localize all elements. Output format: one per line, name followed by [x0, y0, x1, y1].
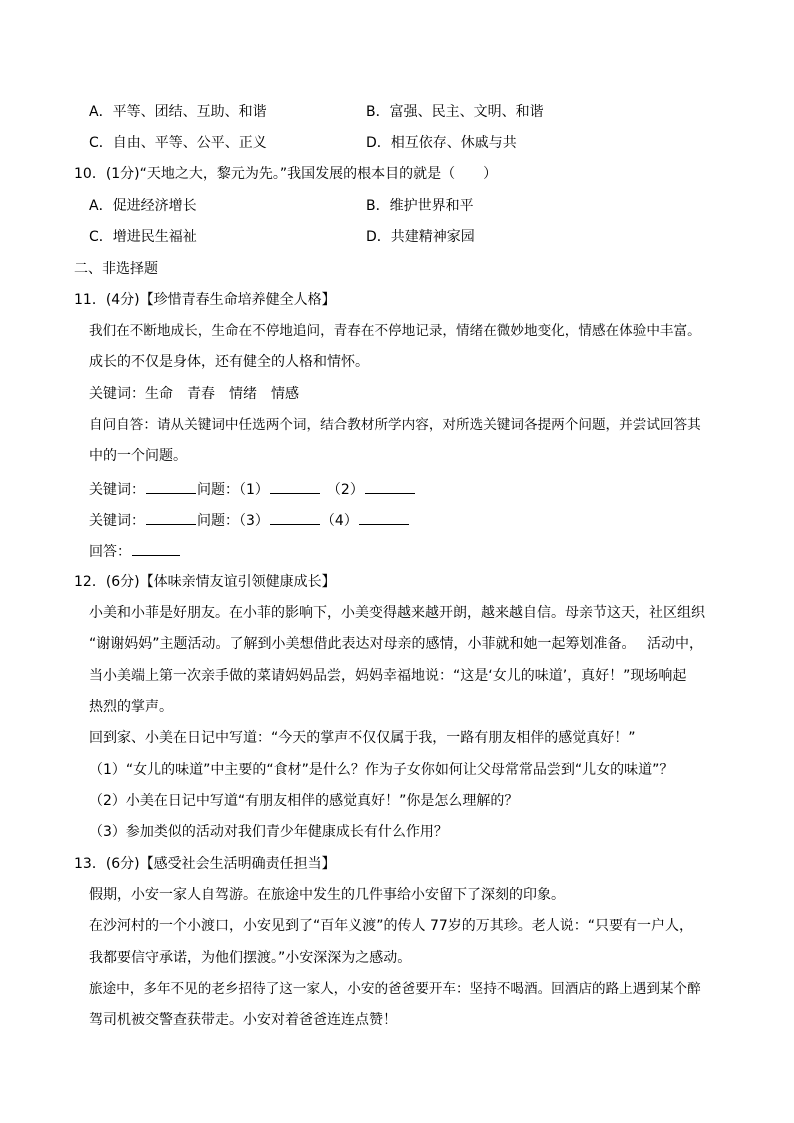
- q12-stem: 12．(6分)【体味亲情友谊引领健康成长】: [74, 574, 336, 590]
- q12-passage-line-2: “谢谢妈妈”主题活动。了解到小美想借此表达对母亲的感情，小菲就和她一起筹划准备。 活动中，: [89, 636, 703, 652]
- q9-option-c[interactable]: C．自由、平等、公平、正义: [89, 135, 267, 151]
- q11-task-line-1: 自问自答：请从关键词中任选两个词，结合教材所学内容，对所选关键词各提两个问题，并尝试回答其: [89, 417, 701, 433]
- number-4: （4）: [320, 513, 358, 529]
- question-blank-3[interactable]: [270, 510, 320, 525]
- number-1: （1）: [239, 482, 269, 498]
- q13-passage-line-4: 旅途中，多年不见的老乡招待了这一家人，小安的爸爸要开车：坚持不喝酒。回酒店的路上遇到某个醉: [89, 981, 701, 997]
- q12-passage-line-4: 热烈的掌声。: [89, 699, 173, 715]
- q10-option-c[interactable]: C．增进民生福祉: [89, 229, 197, 245]
- q12-passage-line-3: 当小美端上第一次亲手做的菜请妈妈品尝，妈妈幸福地说：“这是‘女儿的味道’，真好！”现场响起: [89, 668, 687, 684]
- q9-option-a[interactable]: A．平等、团结、互助、和谐: [89, 104, 267, 120]
- q10-option-b[interactable]: B．维护世界和平: [366, 198, 474, 214]
- q10-option-d[interactable]: D．共建精神家园: [366, 229, 475, 245]
- keyword-blank-1[interactable]: [146, 479, 196, 494]
- q12-passage-line-5: 回到家、小美在日记中写道：“今天的掌声不仅仅属于我，一路有朋友相伴的感觉真好！”: [89, 730, 636, 746]
- question-label: 问题：: [197, 513, 239, 529]
- q12-subquestion-1: （1）“女儿的味道”中主要的“食材”是什么？作为子女你如何让父母常常品尝到“儿女的味道”？: [89, 762, 674, 778]
- q12-passage-line-1: 小美和小菲是好朋友。在小菲的影响下，小美变得越来越开朗，越来越自信。母亲节这天，社区组织: [89, 605, 705, 621]
- question-blank-4[interactable]: [359, 510, 409, 525]
- question-blank-2[interactable]: [365, 479, 415, 494]
- number-2: （2）: [326, 482, 364, 498]
- q10-option-a[interactable]: A．促进经济增长: [89, 198, 197, 214]
- answer-blank[interactable]: [132, 541, 180, 556]
- number-3: （3）: [239, 513, 269, 529]
- q13-passage-line-5: 驾司机被交警查获带走。小安对着爸爸连连点赞！: [89, 1012, 397, 1028]
- q10-stem: 10．(1分)“天地之大，黎元为先。”我国发展的根本目的就是（ ）: [74, 166, 498, 182]
- q13-passage-line-1: 假期，小安一家人自驾游。在旅途中发生的几件事给小安留下了深刻的印象。: [89, 887, 565, 903]
- q12-subquestion-3: （3）参加类似的活动对我们青少年健康成长有什么作用？: [89, 824, 448, 840]
- keyword-label: 关键词：: [89, 513, 145, 529]
- answer-label: 回答：: [89, 544, 131, 560]
- keyword-label: 关键词：: [89, 482, 145, 498]
- q13-passage-line-2: 在沙河村的一个小渡口，小安见到了“百年义渡”的传人 77岁的万其珍。老人说：“只要有一户人，: [89, 918, 694, 934]
- q11-passage-line-2: 成长的不仅是身体，还有健全的人格和情怀。: [89, 354, 369, 370]
- q11-stem: 11．(4分)【珍惜青春生命培养健全人格】: [74, 292, 336, 308]
- section-title: 二、非选择题: [74, 261, 158, 277]
- question-label: 问题：: [197, 482, 239, 498]
- q11-answer-row-1: [89, 479, 416, 499]
- q9-option-b[interactable]: B．富强、民主、文明、和谐: [366, 104, 544, 120]
- q13-passage-line-3: 我都要信守承诺，为他们摆渡。”小安深深为之感动。: [89, 950, 412, 966]
- question-blank-1[interactable]: [270, 479, 320, 494]
- q11-answer-row-3: [89, 541, 181, 561]
- q11-task-line-2: 中的一个问题。: [89, 448, 187, 464]
- q13-stem: 13．(6分)【感受社会生活明确责任担当】: [74, 856, 336, 872]
- q11-passage-line-1: 我们在不断地成长，生命在不停地追问，青春在不停地记录，情绪在微妙地变化，情感在体验中丰富。: [89, 323, 701, 339]
- q12-subquestion-2: （2）小美在日记中写道“有朋友相伴的感觉真好！”你是怎么理解的？: [89, 793, 519, 809]
- keyword-blank-2[interactable]: [146, 510, 196, 525]
- q9-option-d[interactable]: D．相互依存、休戚与共: [366, 135, 517, 151]
- q11-answer-row-2: [89, 510, 410, 530]
- q11-keywords: 关键词：生命 青春 情绪 情感: [89, 386, 299, 402]
